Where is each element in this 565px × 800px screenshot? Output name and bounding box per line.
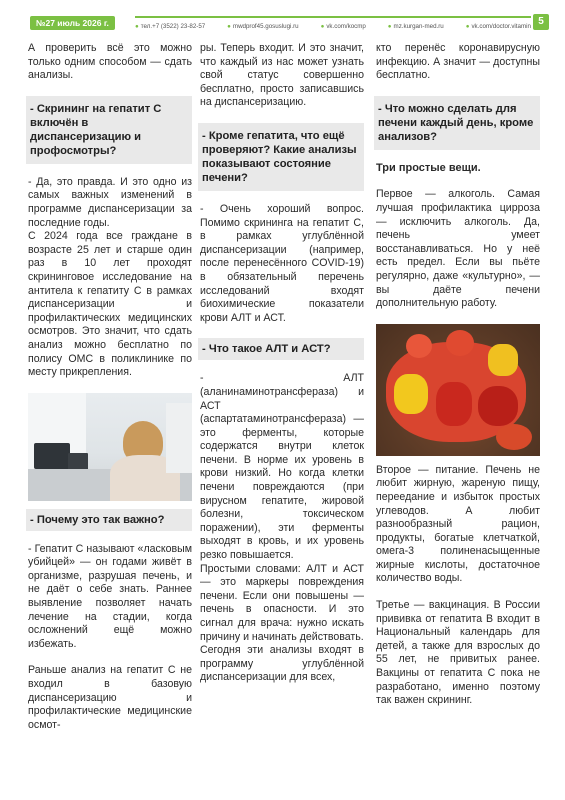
contact-site-2[interactable] xyxy=(388,21,444,30)
paragraph: С 2024 года все граждане в возрасте 25 лет и старше один раз в 10 лет проходят скрининговое исследование на антитела к гепатиту С в рамках диспансеризации и профилактических медицинских осмотров. Это значит, что сдать анализ можно бесплатно по полису ОМС в поликлинике по месту прикрепления. xyxy=(28,230,192,379)
paragraph: Второе — питание. Печень не любит жирную, жареную пищу, переедание и избыток простых углеводов. А любит разнообразный рацион, продукты, богатые клетчаткой, омега-3 полиненасыщенные жирные кислоты, достаточное количество воды. xyxy=(376,463,540,585)
column-1 xyxy=(28,42,192,732)
monitor-shape xyxy=(34,443,70,469)
yellow-pepper-shape xyxy=(488,344,518,376)
page-number: 5 xyxy=(533,14,549,30)
tomato-shape xyxy=(406,334,432,358)
tomato-shape xyxy=(496,424,532,450)
question-heading: - Почему это так важно? xyxy=(26,509,192,531)
red-pepper-shape xyxy=(478,386,518,426)
contact-phone xyxy=(135,21,205,30)
column-2 xyxy=(200,42,364,685)
question-heading: - Кроме гепатита, что ещё проверяют? Какие анализы показывают состояние печени? xyxy=(198,123,364,191)
vk-icon: ● xyxy=(465,22,470,30)
contact-site-1-text: mwdprof45.gosuslugi.ru xyxy=(232,22,299,30)
globe-icon: ● xyxy=(227,22,231,30)
paragraph: Сегодня эти анализы входят в программу углублённой диспансеризации для всех, xyxy=(200,644,364,684)
subheading: Три простые вещи. xyxy=(376,161,481,174)
contact-site-1[interactable] xyxy=(227,21,298,30)
doctor-office-photo xyxy=(28,393,192,501)
question-heading: - Скрининг на гепатит С включён в диспансеризацию и профосмотры? xyxy=(26,96,192,164)
question-heading: - Что такое АЛТ и АСТ? xyxy=(198,338,364,360)
page-header xyxy=(0,0,565,32)
contacts-bar xyxy=(135,16,531,32)
column-3 xyxy=(376,42,540,708)
contact-vk-1-text: vk.com/kocmp xyxy=(326,22,366,30)
paragraph: - АЛТ (аланинаминотрансфераза) и АСТ (аспартатаминотрансфераза) — это ферменты, которые содержатся внутри клеток печени. В норме их уровень в крови низкий. Но когда клетки печени повреждаются (при вирусном гепатите, жировой болезни, токсическом поражении), эти ферменты выходят в кровь, и их уровень резко повышается. xyxy=(200,372,364,562)
paragraph: кто перенёс коронавирусную инфекцию. А значит — доступны бесплатно. xyxy=(376,42,540,82)
paragraph: - Да, это правда. И это одно из самых важных изменений в программе диспансеризации за последние годы. xyxy=(28,175,192,229)
door-shape xyxy=(166,403,192,473)
tomato-shape xyxy=(446,330,474,356)
contact-phone-text: тел.+7 (3522) 23-82-57 xyxy=(140,22,206,30)
vegetables-basket-photo xyxy=(376,324,540,456)
paragraph: ры. Теперь входит. И это значит, что каждый из нас может узнать свой статус совершенно бесплатно, просто записавшись на диспансеризацию. xyxy=(200,42,364,109)
red-pepper-shape xyxy=(436,382,472,426)
contact-vk-1[interactable] xyxy=(321,21,366,30)
paragraph: - Очень хороший вопрос. Помимо скрининга на гепатит С, в рамках углублённой диспансеризации (например, после перенесённого COVID-19) в обязательный перечень исследований входят биохимические показатели крови АЛТ и АСТ. xyxy=(200,202,364,324)
paragraph: А проверить всё это можно только одним способом — сдать анализы. xyxy=(28,42,192,82)
paragraph: Простыми словами: АЛТ и АСТ — это маркеры повреждения печени. Если они повышены — печень в опасности. И это сигнал для врача: нужно искать причину и начинать действовать. xyxy=(200,562,364,643)
paragraph: Третье — вакцинация. В России прививка от гепатита В входит в Национальный календарь для детей, а также для взрослых до 55 лет, не привитых ранее. Вакцины от гепатита С пока не разработано, именно поэтому так важен скрининг. xyxy=(376,599,540,707)
issue-badge: №27 июль 2026 г. xyxy=(30,16,115,30)
paragraph: Первое — алкоголь. Самая лучшая профилактика цирроза — исключить алкоголь. Да, печень умеет восстанавливаться. Но у неё есть предел. Если вы пьёте регулярно, даже «культурно», — вы даёте печени дополнительную работу. xyxy=(376,188,540,310)
contact-site-2-text: mz.kurgan-med.ru xyxy=(393,22,444,30)
vk-icon: ● xyxy=(320,22,325,30)
paragraph: Раньше анализ на гепатит С не входил в базовую диспансеризацию и профилактические медицинские осмот- xyxy=(28,664,192,731)
contact-vk-2-text: vk.com/doctor.vitamin xyxy=(471,22,531,30)
globe-icon: ● xyxy=(387,22,392,30)
question-heading: - Что можно сделать для печени каждый день, кроме анализов? xyxy=(374,96,540,150)
paragraph: - Гепатит С называют «ласковым убийцей» — он годами живёт в организме, разрушая печень, и не даёт о себе знать. Раннее выявление позволяет начать лечение на стадии, когда осложнений ещё можно избежать. xyxy=(28,542,192,650)
yellow-pepper-shape xyxy=(394,374,428,414)
contact-vk-2[interactable] xyxy=(466,21,531,30)
phone-icon: ● xyxy=(135,22,139,30)
